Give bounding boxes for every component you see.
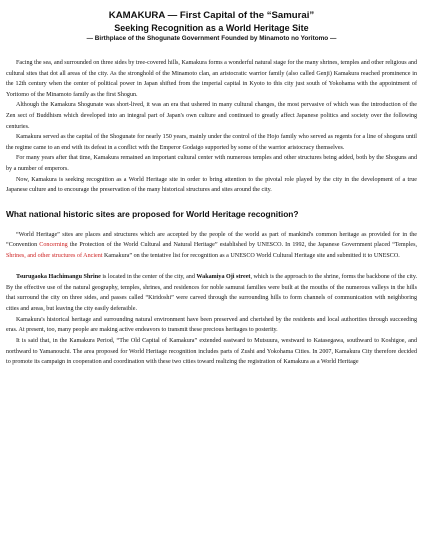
intro-paragraph-2: Although the Kamakura Shogunate was short-lived, it was an era that ushered in many cultural changes, the most pervasive of which was the introduction of the Zen sect of Buddhism which developed into an integral part of Japan's own culture and continued to greatly affect Japanese politics and society over the following centuries.: [6, 102, 417, 130]
highlight-text: Shrines,: [6, 253, 26, 260]
section-paragraph-1: [6, 230, 417, 262]
intro-paragraph-3: Kamakura served as the capital of the Shogunate for nearly 150 years, mainly under the control of the Hojo family who served as regents for a line of shoguns until the regime came to an end with its defeat in a conflict with the Emperor Godaigo supported by some of the warrior aristocracy themselves.: [6, 134, 417, 151]
intro-paragraph-1: Facing the sea, and surrounded on three sides by tree-covered hills, Kamakura forms a wonderful natural stage for the many shrines, temples and other religious and cultural sites that dot all areas of the city. As the stronghold of the Minamoto clan, an aristocratic warrior family (also called Genji) Kamakura reached prominence in the 12th century when the center of political power in Japan shifted from the imperial capital in Kyoto to this city just south of Yokohama with the appointment of Yoritomo of the Minamoto family as the first Shogun.: [6, 60, 417, 98]
page-tagline: — Birthplace of the Shogunate Government Founded by Minamoto no Yoritomo —: [86, 35, 337, 42]
section-heading: What national historic sites are proposed for World Heritage recognition?: [6, 208, 299, 219]
section-paragraph-4: It is said that, in the Kamakura Period, “The Old Capital of Kamakura” extended eastward to Mutsuura, westward to Katasegawa, southward to Koshigoe, and northward to Yamanouchi. The area proposed for World Heritage recognition includes parts of Zushi and Yokohama Cities. In 2007, Kamakura City therefore decided to promote its campaign in cooperation and coordination with these two cities toward realizing the registration of Kamakura as a World Heritage: [6, 338, 417, 366]
highlight-text: Concerning: [39, 242, 68, 249]
bold-place-name: Tsurugaoka Hachimangu Shrine: [16, 273, 101, 280]
highlight-text: and other structures of Ancient: [27, 253, 103, 260]
section-body: [6, 230, 417, 368]
section-text: , which is the approach to the shrine, forms the backbone of the city. By the effective use of the natural geography, temples, shrines, and residences for noble samurai families were built at the mouths of the numerous valleys in the hills that surround the city on three sides, and passes called “Kiridoshi” were carved through the surrounding hills to form channels of communication with neighboring cities and areas, but leaving the city easily defensible.: [6, 273, 417, 312]
document-body: [0, 44, 423, 368]
section-text: “World Heritage” sites are places and structures which are accepted by the people of the world as part of mankind's common heritage as provided for in the “Convention: [6, 231, 417, 249]
section-text: is located in the center of the city, and: [100, 273, 197, 280]
document-header: [0, 0, 423, 44]
page-subtitle: Seeking Recognition as a World Heritage Site: [114, 23, 309, 33]
page-title: KAMAKURA — First Capital of the “Samurai”: [108, 10, 315, 21]
intro-paragraph-4: For many years after that time, Kamakura remained an important cultural center with numerous temples and other structures being added, both by the Shoguns and by a number of emperors.: [6, 155, 417, 172]
section-text: Kamakura” on the tentative list for recognition as a UNESCO World Cultural Heritage site and submitted it to UNESCO.: [102, 253, 400, 260]
section-paragraph-2: [6, 272, 417, 315]
bold-place-name: Wakamiya Oji street: [196, 273, 251, 280]
section-paragraph-3: Kamakura's historical heritage and surrounding natural environment have been preserved and cherished by the residents and local authorities through succeeding eras. At present, too, many people are making active endeavors to transmit these precious heritages to posterity.: [6, 316, 417, 334]
intro-paragraph-5: Now, Kamakura is seeking recognition as a World Heritage site in order to bring attention to the pivotal role played by the city in the development of a true Japanese culture and to encourage the preservation of the many historical structures and sites around the city.: [6, 176, 417, 194]
section-text: the Protection of the World Cultural and Natural Heritage” established by UNESCO. In 1992, the Japanese Government placed “Temples,: [67, 242, 417, 249]
